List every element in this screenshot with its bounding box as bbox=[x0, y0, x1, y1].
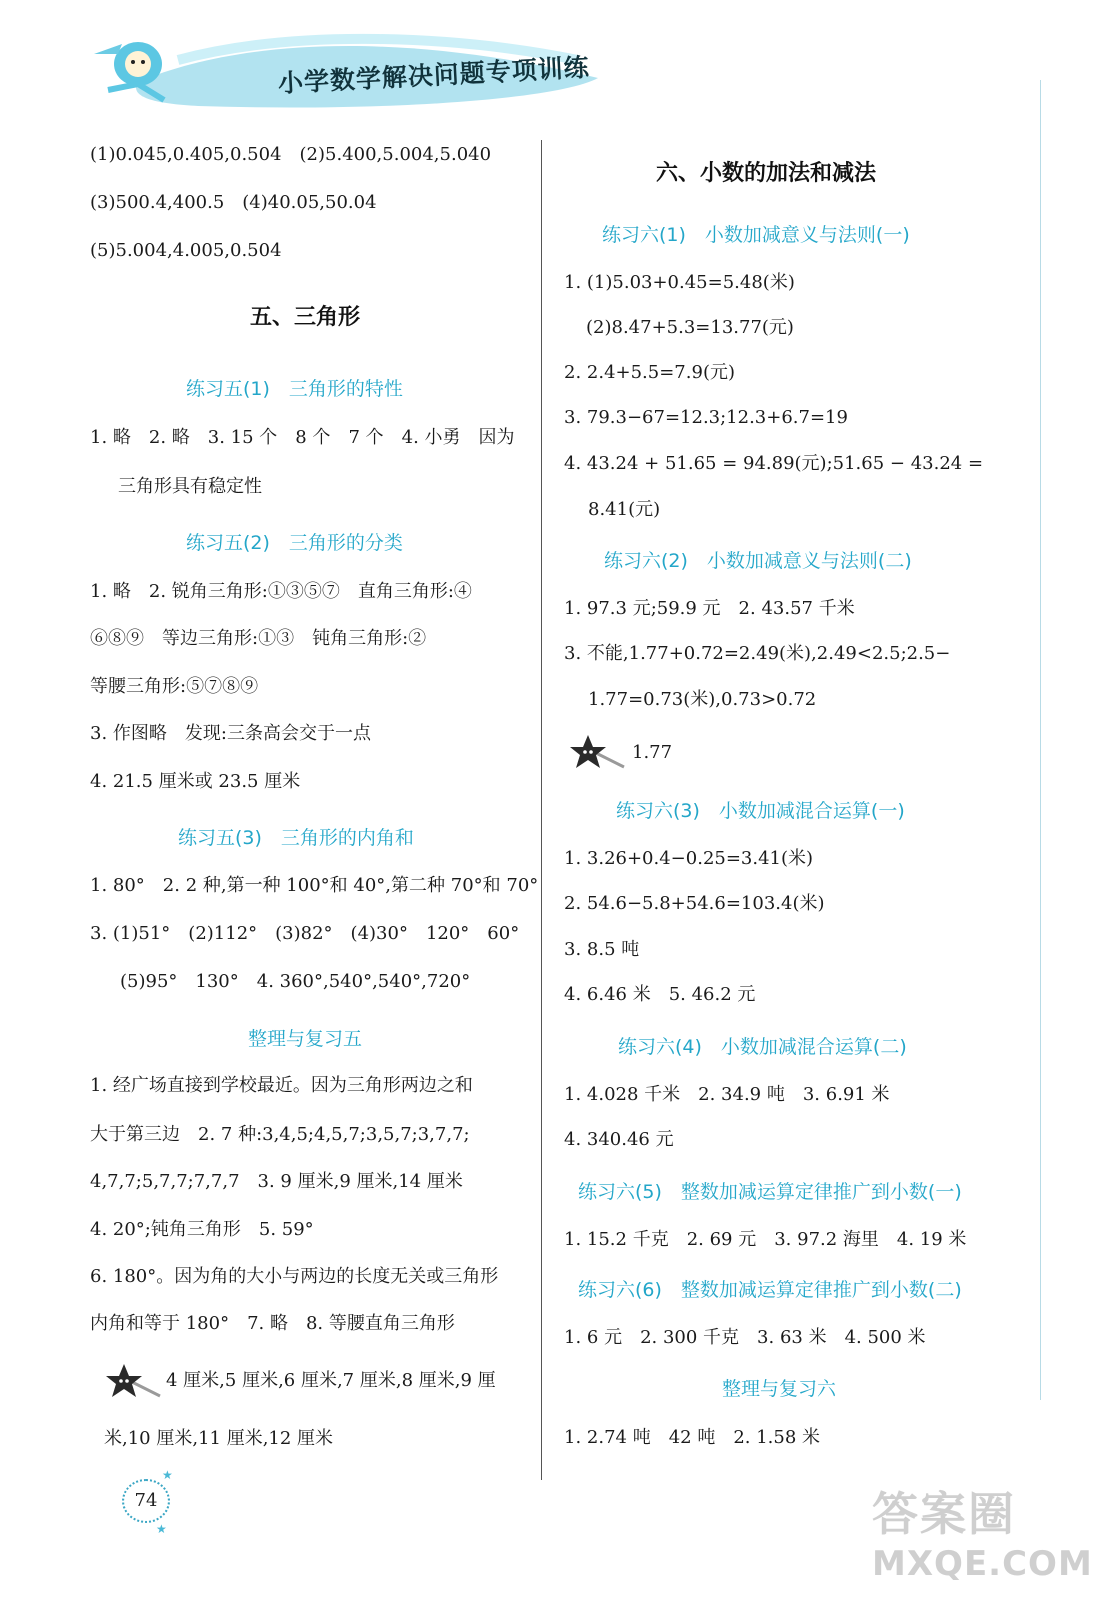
answer-line: 米,10 厘米,11 厘米,12 厘米 bbox=[104, 1428, 334, 1449]
star-challenge-icon bbox=[102, 1362, 164, 1404]
answer-line: 4,7,7;5,7,7;7,7,7 3. 9 厘米,9 厘米,14 厘米 bbox=[90, 1171, 463, 1192]
answer-line: 大于第三边 2. 7 种:3,4,5;4,5,7;3,5,7;3,7,7; bbox=[90, 1124, 470, 1145]
answer-line: ⑥⑧⑨ 等边三角形:①③ 钝角三角形:② bbox=[90, 628, 427, 649]
exercise-title: 整理与复习六 bbox=[722, 1378, 837, 1400]
exercise-title: 练习六(6) 整数加减运算定律推广到小数(二) bbox=[578, 1279, 962, 1301]
answer-line: 3. 8.5 吨 bbox=[564, 939, 640, 960]
answer-line: 3. (1)51° (2)112° (3)82° (4)30° 120° 60° bbox=[90, 923, 520, 944]
answer-line: 8.41(元) bbox=[588, 499, 661, 520]
watermark bbox=[872, 1478, 1093, 1588]
answer-line: 1. 97.3 元;59.9 元 2. 43.57 千米 bbox=[564, 598, 855, 619]
answer-line: 1.77 bbox=[632, 742, 673, 763]
answer-line: (5)95° 130° 4. 360°,540°,540°,720° bbox=[120, 971, 471, 992]
answer-line: (3)500.4,400.5 (4)40.05,50.04 bbox=[90, 192, 377, 213]
answer-line: 6. 180°。因为角的大小与两边的长度无关或三角形 bbox=[90, 1266, 499, 1287]
answer-line: 1. 略 2. 略 3. 15 个 8 个 7 个 4. 小勇 因为 bbox=[90, 427, 515, 448]
answer-line: 4. 340.46 元 bbox=[564, 1129, 674, 1150]
answer-line: (1)0.045,0.405,0.504 (2)5.400,5.004,5.040 bbox=[90, 144, 492, 165]
answer-line: 1. 15.2 千克 2. 69 元 3. 97.2 海里 4. 19 米 bbox=[564, 1229, 967, 1250]
column-divider bbox=[541, 140, 542, 1480]
exercise-title: 练习五(1) 三角形的特性 bbox=[186, 378, 403, 400]
answer-line: 三角形具有稳定性 bbox=[118, 476, 262, 497]
answer-line: 4. 43.24 + 51.65 = 94.89(元);51.65 − 43.24 = bbox=[564, 453, 984, 474]
page-number: 74 bbox=[122, 1479, 170, 1523]
exercise-title: 练习六(3) 小数加减混合运算(一) bbox=[616, 800, 905, 822]
answer-line: 1.77=0.73(米),0.73>0.72 bbox=[588, 689, 817, 710]
exercise-title: 练习五(3) 三角形的内角和 bbox=[178, 827, 414, 849]
answer-line: 1. 经广场直接到学校最近。因为三角形两边之和 bbox=[90, 1075, 473, 1096]
banner-title: 小学数学解决问题专项训练 bbox=[277, 52, 591, 98]
section-title-triangle: 五、三角形 bbox=[250, 305, 361, 330]
exercise-title: 练习六(4) 小数加减混合运算(二) bbox=[618, 1036, 907, 1058]
answer-line: 4. 6.46 米 5. 46.2 元 bbox=[564, 984, 756, 1005]
exercise-title: 练习六(2) 小数加减意义与法则(二) bbox=[604, 550, 912, 572]
header-banner bbox=[78, 20, 608, 112]
answer-line: 1. 6 元 2. 300 千克 3. 63 米 4. 500 米 bbox=[564, 1327, 926, 1348]
answer-line: 2. 54.6−5.8+54.6=103.4(米) bbox=[564, 893, 825, 914]
section-title-decimals: 六、小数的加法和减法 bbox=[656, 161, 877, 186]
answer-line: (5)5.004,4.005,0.504 bbox=[90, 240, 282, 261]
exercise-title: 练习六(1) 小数加减意义与法则(一) bbox=[602, 224, 910, 246]
answer-line: 4. 21.5 厘米或 23.5 厘米 bbox=[90, 771, 301, 792]
decor-star-icon: ★ bbox=[162, 1468, 173, 1482]
exercise-title: 练习六(5) 整数加减运算定律推广到小数(一) bbox=[578, 1181, 962, 1203]
answer-line: 4 厘米,5 厘米,6 厘米,7 厘米,8 厘米,9 厘 bbox=[166, 1370, 496, 1391]
watermark-url: MXQE.COM bbox=[872, 1544, 1093, 1584]
answer-line: 1. 3.26+0.4−0.25=3.41(米) bbox=[564, 848, 814, 869]
answer-line: 1. 2.74 吨 42 吨 2. 1.58 米 bbox=[564, 1427, 821, 1448]
answer-line: 1. 80° 2. 2 种,第一种 100°和 40°,第二种 70°和 70° bbox=[90, 875, 539, 896]
answer-line: 内角和等于 180° 7. 略 8. 等腰直角三角形 bbox=[90, 1313, 455, 1334]
page-edge-line bbox=[1040, 80, 1041, 1400]
answer-line: 1. (1)5.03+0.45=5.48(米) bbox=[564, 272, 795, 293]
answer-line: 3. 作图略 发现:三条高会交于一点 bbox=[90, 723, 371, 744]
answer-line: 2. 2.4+5.5=7.9(元) bbox=[564, 362, 735, 383]
exercise-title: 整理与复习五 bbox=[248, 1028, 363, 1050]
answer-line: 3. 79.3−67=12.3;12.3+6.7=19 bbox=[564, 407, 848, 428]
answer-line: 3. 不能,1.77+0.72=2.49(米),2.49<2.5;2.5− bbox=[564, 643, 951, 664]
answer-line: 等腰三角形:⑤⑦⑧⑨ bbox=[90, 676, 259, 697]
answer-line: 1. 4.028 千米 2. 34.9 吨 3. 6.91 米 bbox=[564, 1084, 890, 1105]
star-challenge-icon bbox=[566, 733, 628, 775]
exercise-title: 练习五(2) 三角形的分类 bbox=[186, 532, 403, 554]
answer-line: (2)8.47+5.3=13.77(元) bbox=[586, 317, 794, 338]
answer-line: 1. 略 2. 锐角三角形:①③⑤⑦ 直角三角形:④ bbox=[90, 581, 472, 602]
watermark-logo-text: 答案圈 bbox=[872, 1487, 1016, 1541]
decor-star-icon: ★ bbox=[156, 1522, 167, 1536]
answer-line: 4. 20°;钝角三角形 5. 59° bbox=[90, 1219, 314, 1240]
